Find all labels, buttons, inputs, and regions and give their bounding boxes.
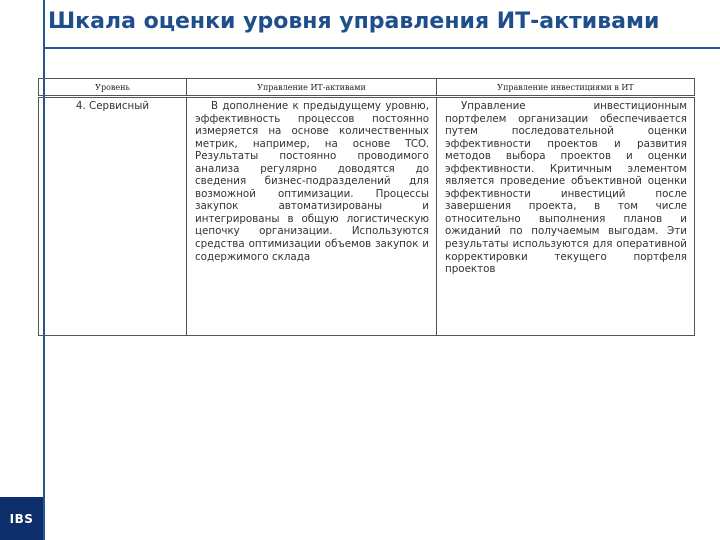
- table-row: [39, 97, 695, 336]
- header-it-investments: Управление инвестициями в ИТ: [437, 79, 695, 97]
- slide-title: Шкала оценки уровня управления ИТ-активами: [48, 9, 660, 34]
- it-investments-cell: [437, 97, 695, 336]
- level-cell: [39, 97, 187, 336]
- ibs-logo: IBS: [0, 497, 43, 540]
- it-assets-cell: [187, 97, 437, 336]
- table-header-row: [39, 79, 695, 97]
- level-label: 4. Сервисный: [75, 100, 150, 112]
- title-underline: [44, 47, 720, 49]
- header-level: Уровень: [39, 79, 187, 97]
- it-assets-text: В дополнение к предыдущему уровню, эффективность процессов постоянно измеряется на основе количественных метрик, например, на основе TCO. Результаты постоянно проводимого анализа регулярно доводятся до сведения бизнес-подразделений для возможной оптимизации. Процессы закупок автоматизированы и интегрированы в общую логистическую цепочку организации. Используются средства оптимизации объемов закупок и содержимого склада: [195, 100, 429, 263]
- header-it-assets: Управление ИТ-активами: [187, 79, 437, 97]
- it-investments-text: Управление инвестиционным портфелем организации обеспечивается путем последовательной оценки эффективности проектов и развития методов выбора проектов и оценки эффективности. Критичным элементом является проведение объективной оценки эффективности инвестиций после завершения проекта, в том числе относительно выполнения планов и ожиданий по получаемым выгодам. Эти результаты используются для оперативной корректировки текущего портфеля проектов: [445, 100, 687, 276]
- maturity-scale-table: [38, 78, 695, 336]
